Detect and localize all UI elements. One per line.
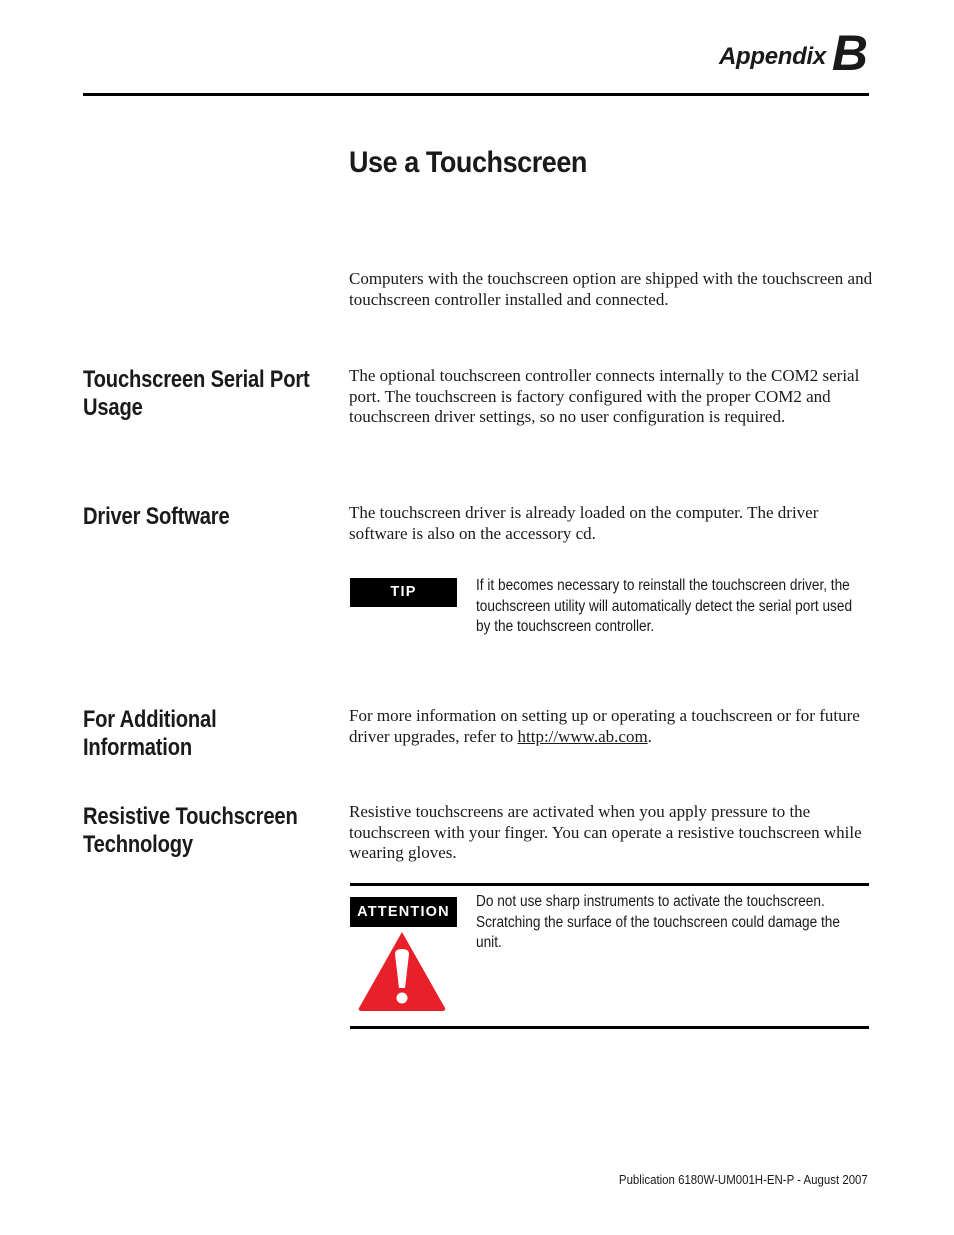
attention-line: Scratching the surface of the touchscreen could damage the xyxy=(476,913,840,931)
tip-line: If it becomes necessary to reinstall the touchscreen driver, the xyxy=(476,577,850,594)
tip-label: TIP xyxy=(350,578,457,607)
warning-triangle-icon xyxy=(357,930,447,1012)
additional-information-paragraph xyxy=(349,706,875,747)
resistive-paragraph: Resistive touchscreens are activated when you apply pressure to the touchscreen with your finger. You can operate a resistive touchscreen while wearing gloves. xyxy=(349,802,862,862)
heading-resistive-technology: Resistive Touchscreen Technology xyxy=(83,803,298,858)
attention-top-rule xyxy=(350,883,869,886)
attention-text xyxy=(476,892,840,954)
publication-footer: Publication 6180W-UM001H-EN-P - August 2007 xyxy=(619,1172,868,1187)
attention-bottom-rule xyxy=(350,1026,869,1029)
heading-driver-software: Driver Software xyxy=(83,503,230,530)
attention-line: unit. xyxy=(476,934,502,951)
appendix-header xyxy=(718,25,868,81)
intro-paragraph: Computers with the touchscreen option are shipped with the touchscreen and touchscreen controller installed and connected. xyxy=(349,269,873,309)
ab-website-link[interactable]: http://www.ab.com xyxy=(517,726,648,746)
appendix-word: Appendix xyxy=(718,43,826,70)
additional-info-period: . xyxy=(647,726,652,746)
heading-additional-information: For Additional Information xyxy=(83,706,217,761)
attention-label: ATTENTION xyxy=(350,897,457,927)
heading-serial-port-usage: Touchscreen Serial Port Usage xyxy=(83,366,310,421)
serial-port-paragraph: The optional touchscreen controller connects internally to the COM2 serial port. The touchscreen is factory configured with the proper COM2 and touchscreen driver settings, so no user configuration is required. xyxy=(349,366,860,426)
tip-line: by the touchscreen controller. xyxy=(476,618,655,635)
page-title: Use a Touchscreen xyxy=(349,146,587,179)
attention-line: Do not use sharp instruments to activate the touchscreen. xyxy=(476,893,825,910)
additional-info-text: For more information on setting up or operating a touchscreen or for future driver upgrades, refer to xyxy=(349,706,860,746)
tip-line: touchscreen utility will automatically detect the serial port used xyxy=(476,597,853,615)
tip-text xyxy=(476,576,853,638)
driver-software-paragraph: The touchscreen driver is already loaded on the computer. The driver software is also on the accessory cd. xyxy=(349,503,819,543)
header-rule xyxy=(83,93,869,96)
appendix-letter: B xyxy=(831,25,868,81)
